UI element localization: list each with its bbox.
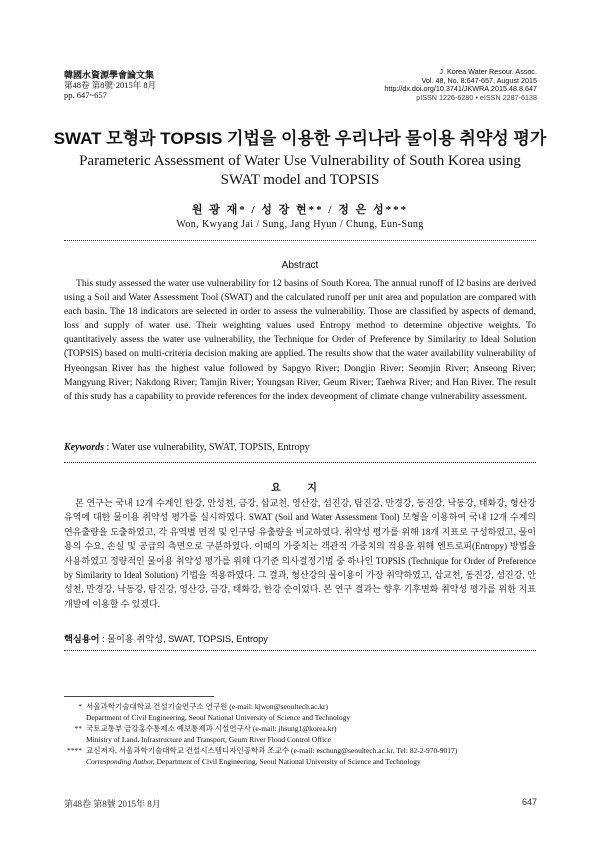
abstract-heading: Abstract (281, 260, 319, 271)
authors-ko: 원 광 재* / 성 장 현** / 정 은 성*** (191, 204, 409, 216)
footnote-affiliation-en: Department of Civil Engineering, Seoul National University of Science and Technology (154, 756, 421, 766)
footnote-affiliation-en: Department of Civil Engineering, Seoul National University of Science and Technology (86, 712, 351, 722)
keywords (64, 442, 310, 453)
paper-title-en-line2: SWAT model and TOPSIS (220, 171, 380, 188)
yoji-text: 본 연구는 국내 12개 수계인 한강, 안성천, 금강, 삽교천, 영산강, 섬진강, 탐진강, 만경강, 동진강, 낙동강, 태화강, 형산강 유역에 대한 물이용 취약성 평가를 실시하였다. SWAT (Soil and Water Assessment Tool) 모형을 이용하여 국내 12개 수계의 연유출량을 도출하였고, 각 유역별 면적 및 인구당 유출량을 비교하였다. 취약성 평가를 위해 18개 지표로 구성하였고, 물이용의 수요, 손실 및 공급의 측면으로 구분하였다. 이때의 가중치는 객관적 가중치의 적용을 위해 엔트로피(Entropy) 방법을 사용하였고 정량적인 물이용 취약성 평가를 위해 다기준 의사결정기법 중 하나인 TOPSIS (Technique for Order of Preference by Similarity to Ideal Solution) 기법을 적용하였다. 그 결과, 형산강의 물이용이 가장 취약하였고, 삽교천, 동진강, 섬진강, 안성천, 만경강, 낙동강, 탐진강, 영산강, 금강, 태화강, 한강 순이었다. 본 연구 결과는 향후 기후변화 취약성 평가를 위한 지표 개발에 이용할 수 있겠다. (64, 498, 536, 609)
paper-title-en (60, 152, 540, 189)
footnote-affiliation-ko: 국토교통부 금강홍수통제소 예보통제과 시설연구사 (e-mail: jhsung1@korea.kr) (86, 724, 337, 733)
footnote-1 (64, 702, 540, 723)
journal-header-left (64, 70, 156, 100)
journal-pages: pp. 647~657 (64, 90, 107, 100)
paper-title-ko: SWAT 모형과 TOPSIS 기법을 이용한 우리나라 물이용 취약성 평가 (53, 129, 547, 148)
footnote-mark: **** (67, 746, 82, 755)
footnote-mark: ** (74, 724, 82, 733)
divider (64, 650, 536, 651)
journal-volume-en: Vol. 48, No. 8:647-657, August 2015 (421, 75, 537, 85)
footnote-affiliation-en: Ministry of Land, Infrastructure and Transport, Geum River Flood Control Office (86, 734, 331, 744)
footnote-mark: * (78, 702, 82, 711)
yoji-heading: 요 지 (271, 483, 329, 494)
keywords-ko-label: 핵심용어 (64, 634, 100, 644)
keywords-ko (64, 631, 268, 645)
journal-volume-ko: 第48卷 第8號·2015年 8月 (64, 80, 157, 90)
keywords-list: : Water use vulnerability, SWAT, TOPSIS, Entropy (106, 442, 310, 453)
issn: pISSN 1226-6280 • eISSN 2287-6138 (416, 92, 537, 102)
footnote-3 (64, 746, 540, 767)
divider (64, 240, 536, 241)
footnote-rule (64, 696, 214, 697)
divider (64, 462, 536, 463)
footer-volume: 第48卷 第8號 2015年 8月 (64, 799, 161, 809)
journal-name-ko: 韓國水資源學會論文集 (64, 70, 155, 80)
keywords-label: Keywords (64, 442, 104, 453)
authors-en: Won, Kwyang Jai / Sung, Jang Hyun / Chung, Eun-Sung (176, 219, 424, 230)
footnote-2 (64, 724, 540, 745)
footnote-affiliation-ko: 교신저자, 서울과학기술대학교 건설시스템디자인공학과 조교수 (e-mail: eschung@seoultech.ac.kr, Tel: 82-2-970-9017) (86, 746, 458, 755)
journal-name-en: J. Korea Water Resour. Assoc. (439, 67, 537, 76)
footnote-affiliation-ko: 서울과학기술대학교 건설기술연구소 연구원 (e-mail: kjwon@seoultech.ac.kr) (86, 702, 329, 711)
keywords-ko-list: : 물이용 취약성, SWAT, TOPSIS, Entropy (102, 634, 268, 644)
abstract-text: This study assessed the water use vulnerability for 12 basins of South Korea. The annual runoff of I2 basins are derived using a Soil and Water Assessment Tool (SWAT) and the calculated runoff per unit area and population are compared with each basin. The 18 indicators are selected in order to assess the vulnerability. Those are classified by aspects of demand, loss and supply of water use. Their weighting values used Entropy method to determine objective weights. To quantitatively assess the water use vulnerability, the Technique for Order of Preference by Similarity to Ideal Solution (TOPSIS) based on multi-criteria decision making are applied. The results show that the water availability vulnerability of Hyeongsan River has the highest value followed by Sapgyo River; Dongjin River; Seomjin River; Anseong River; Mangyung River; Nakdong River; Tamjin River; Youngsan River, Geum River; Taehwa River; and Han River. The result of this study has a capability to provide references for the index deveopment of climate change vulnerability assessment. (64, 278, 536, 402)
doi-link[interactable]: http://dx.doi.org/10.3741/JKWRA.2015.48.8.647 (384, 84, 537, 94)
corresponding-author-label: Corresponding Author, (86, 756, 155, 766)
paper-title-en-line1: Parameteric Assessment of Water Use Vulnerability of South Korea using (79, 153, 521, 169)
page-number: 647 (521, 797, 537, 807)
journal-header-right (384, 68, 537, 102)
